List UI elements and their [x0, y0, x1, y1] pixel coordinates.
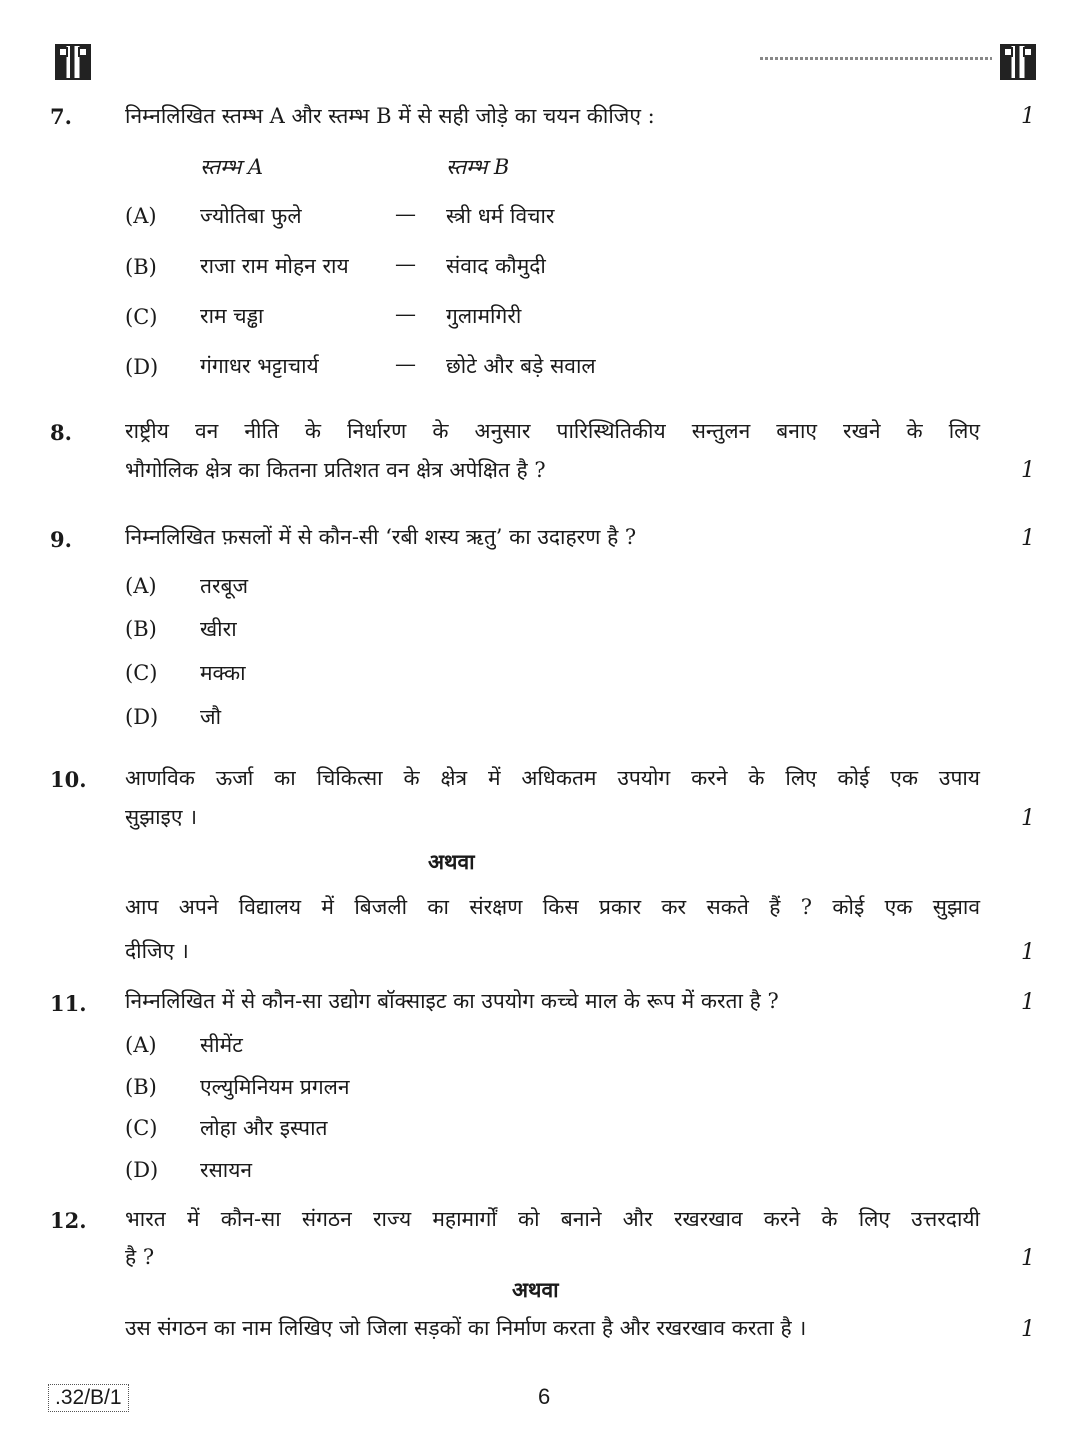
marks: 1 — [1021, 940, 1035, 965]
option-label: (C) — [125, 661, 158, 685]
page-number: 6 — [538, 1384, 551, 1409]
option-text: एल्युमिनियम प्रगलन — [200, 1075, 350, 1099]
column-b-item: छोटे और बड़े सवाल — [446, 354, 596, 378]
column-a-item: राम चड्ढा — [200, 304, 264, 328]
question-number: 9. — [50, 527, 72, 552]
option-text: लोहा और इस्पात — [200, 1116, 328, 1140]
column-a-item: गंगाधर भट्टाचार्य — [200, 354, 319, 378]
or-separator: अथवा — [512, 1277, 559, 1302]
marks: 1 — [1021, 1317, 1035, 1342]
question-number: 8. — [50, 420, 72, 445]
question-text: निम्नलिखित फ़सलों में से कौन-सी ‘रबी शस्य ऋतु’ का उदाहरण है ? — [125, 525, 637, 549]
option-text: जौ — [200, 705, 222, 729]
question-number: 11. — [50, 991, 87, 1016]
option-text: मक्का — [200, 661, 246, 685]
match-dash: — — [395, 302, 416, 326]
option-label: (D) — [125, 355, 159, 379]
option-label: (A) — [125, 1033, 157, 1057]
question-text: निम्नलिखित में से कौन-सा उद्योग बॉक्साइट का उपयोग कच्चे माल के रूप में करता है ? — [125, 989, 779, 1013]
option-label: (C) — [125, 1116, 158, 1140]
option-label: (D) — [125, 705, 159, 729]
question-number: 12. — [50, 1208, 87, 1233]
match-dash: — — [395, 252, 416, 276]
option-label: (A) — [125, 574, 157, 598]
question-number: 10. — [50, 767, 87, 792]
option-label: (C) — [125, 305, 158, 329]
security-microtext — [760, 57, 992, 60]
column-b-heading: स्तम्भ B — [446, 155, 510, 179]
column-b-item: संवाद कौमुदी — [446, 254, 546, 278]
question-text-line1: आणविक ऊर्जा का चिकित्सा के क्षेत्र में अधिकतम उपयोग करने के लिए कोई एक उपाय — [125, 766, 980, 790]
column-a-item: राजा राम मोहन राय — [200, 254, 349, 278]
option-text: खीरा — [200, 617, 237, 641]
match-dash: — — [395, 202, 416, 226]
qr-code-right — [1000, 44, 1036, 80]
column-b-item: स्त्री धर्म विचार — [446, 204, 555, 228]
option-text: सीमेंट — [200, 1033, 243, 1057]
option-text: रसायन — [200, 1158, 253, 1182]
option-label: (D) — [125, 1158, 159, 1182]
question-text-line1: भारत में कौन-सा संगठन राज्य महामार्गों को बनाने और रखरखाव करने के लिए उत्तरदायी — [125, 1207, 980, 1231]
or-separator: अथवा — [428, 849, 475, 874]
column-a-heading: स्तम्भ A — [200, 155, 264, 179]
question-text-line2: सुझाइए । — [125, 805, 198, 829]
question-number: 7. — [50, 104, 72, 129]
question-text-line1: राष्ट्रीय वन नीति के निर्धारण के अनुसार पारिस्थितिकीय सन्तुलन बनाए रखने के लिए — [125, 419, 980, 443]
paper-code: .32/B/1 — [48, 1384, 129, 1412]
marks: 1 — [1021, 806, 1035, 831]
question-text-line2: है ? — [125, 1245, 155, 1269]
alternative-question-line2: दीजिए । — [125, 939, 189, 963]
question-text-line2: भौगोलिक क्षेत्र का कितना प्रतिशत वन क्षेत्र अपेक्षित है ? — [125, 458, 546, 482]
match-dash: — — [395, 352, 416, 376]
marks: 1 — [1021, 458, 1035, 483]
option-label: (B) — [125, 617, 157, 641]
marks: 1 — [1021, 526, 1035, 551]
option-text: तरबूज — [200, 574, 249, 598]
alternative-question: उस संगठन का नाम लिखिए जो जिला सड़कों का निर्माण करता है और रखरखाव करता है । — [125, 1316, 807, 1340]
marks: 1 — [1021, 1246, 1035, 1271]
option-label: (B) — [125, 1075, 157, 1099]
option-label: (B) — [125, 255, 157, 279]
question-text: निम्नलिखित स्तम्भ A और स्तम्भ B में से सही जोड़े का चयन कीजिए : — [125, 104, 655, 128]
qr-code-left — [55, 44, 91, 80]
column-b-item: गुलामगिरी — [446, 304, 522, 328]
marks: 1 — [1021, 990, 1035, 1015]
column-a-item: ज्योतिबा फुले — [200, 204, 302, 228]
marks: 1 — [1021, 104, 1035, 129]
alternative-question-line1: आप अपने विद्यालय में बिजली का संरक्षण किस प्रकार कर सकते हैं ? कोई एक सुझाव — [125, 895, 980, 919]
option-label: (A) — [125, 204, 157, 228]
